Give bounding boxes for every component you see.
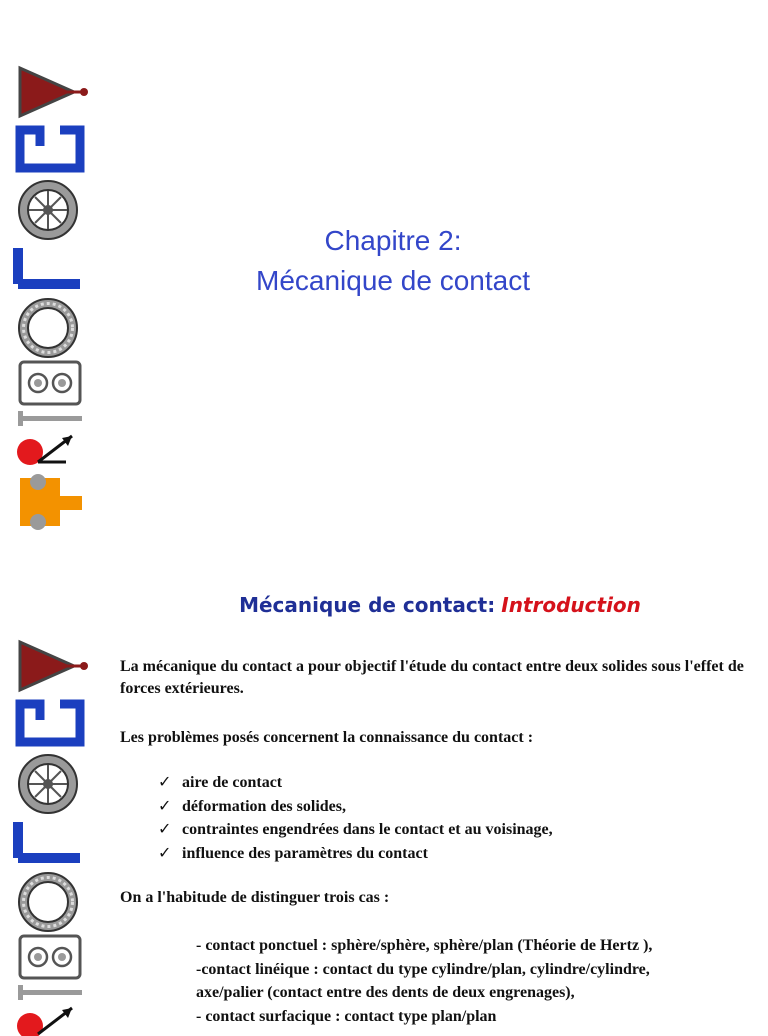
list-item [158,842,718,866]
letter-g-shape [20,130,80,168]
list-item [158,795,718,819]
problems-intro: Les problèmes posés concernent la connaissance du contact : [120,729,534,746]
chapter-title-line2: Mécanique de contact [256,265,530,296]
cases-list [196,934,762,1028]
tribology-logo-graphic [8,636,88,1036]
bearing-icon [19,299,77,357]
checkmark-icon: ✓ [158,844,172,862]
tribology-logo-graphic [8,60,88,540]
letter-l-shape [18,822,80,858]
ball-arrow-icon [17,1008,72,1036]
tribology-logo [8,636,88,1036]
problems-list [158,771,718,865]
case-item: - contact ponctuel : sphère/sphère, sphère/plan (Théorie de Hertz ), [196,937,653,954]
list-item [158,771,718,795]
section-heading-main: Mécanique de contact: [239,593,496,617]
letter-i-shape [18,985,82,1000]
chapter-title-line1: Chapitre 2: [324,225,462,256]
letter-i-shape [18,411,82,426]
list-item-text: contraintes engendrées dans le contact et au voisinage, [182,821,553,838]
wheel-icon [19,181,77,239]
objective-paragraph: La mécanique du contact a pour objectif l'étude du contact entre deux solides sous l'effet de forces extérieures. [120,658,744,697]
tribology-logo [8,60,88,540]
cases-intro: On a l'habitude de distinguer trois cas : [120,889,390,906]
list-item-text: aire de contact [182,774,283,791]
chapter-title [120,221,666,301]
bearing-block-icon [20,362,80,404]
list-item-text: influence des paramètres du contact [182,844,428,862]
ball-arrow-icon [17,436,72,465]
bearing-icon [19,873,77,931]
bearing-block-icon [20,936,80,978]
letter-l-shape [18,248,80,284]
letter-g-shape [20,704,80,742]
case-item: axe/palier (contact entre des dents de deux engrenages), [196,984,575,1001]
wheel-icon [19,755,77,813]
list-item-text: déformation des solides, [182,797,346,815]
section-heading-sub: Introduction [501,593,641,617]
case-item: - contact surfacique : contact type plan/plan [196,1007,497,1025]
checkmark-icon: ✓ [158,774,172,791]
list-item [158,818,718,842]
section-heading [120,590,760,620]
checkmark-icon: ✓ [158,797,172,815]
letter-t-shape [20,474,82,530]
checkmark-icon: ✓ [158,821,172,838]
case-item: -contact linéique : contact du type cylindre/plan, cylindre/cylindre, [196,960,650,978]
